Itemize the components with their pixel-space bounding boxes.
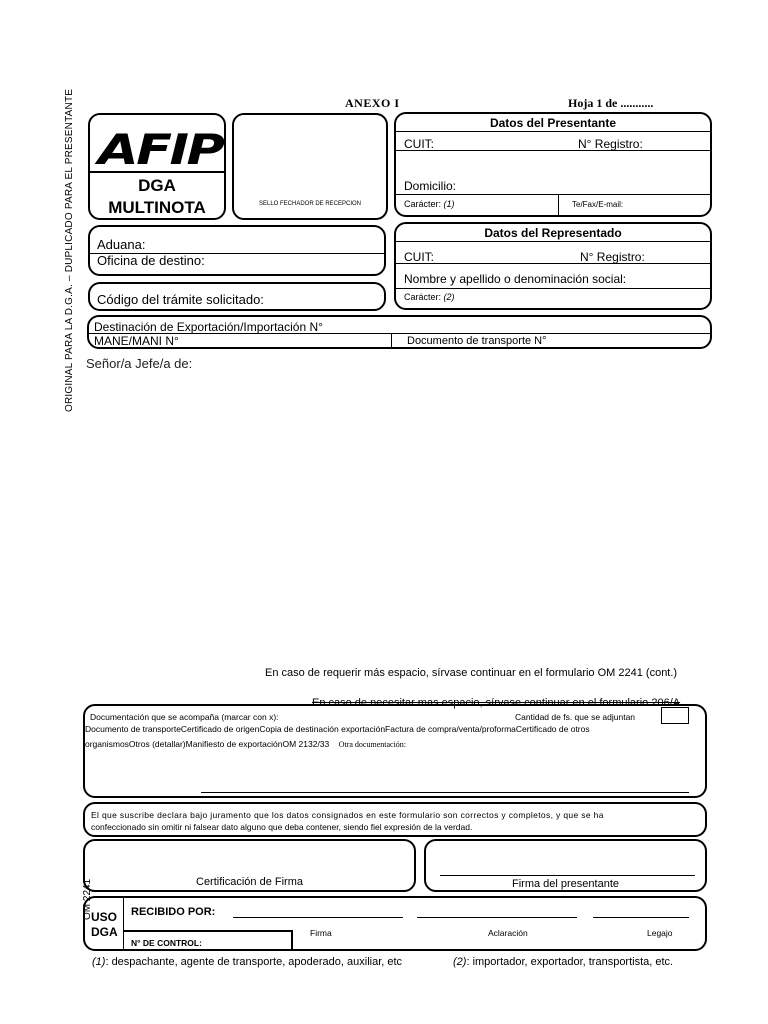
declaracion-box	[83, 802, 707, 837]
representado-title: Datos del Representado	[484, 226, 622, 240]
side-copy-label: ORIGINAL PARA LA D.G.A. – DUPLICADO PARA EL PRESENTANTE	[64, 88, 75, 412]
representado-nombre[interactable]: Nombre y apellido o denominación social:	[404, 272, 627, 286]
afip-logo: AFIP	[98, 125, 223, 174]
multinota-label: MULTINOTA	[108, 198, 206, 217]
presentante-domicilio[interactable]: Domicilio:	[404, 179, 457, 193]
hoja-label: Hoja 1 de ...........	[568, 96, 654, 110]
representado-box	[394, 222, 712, 310]
side-form-code: OM 2241	[82, 878, 93, 920]
aduana-label[interactable]: Aduana:	[97, 237, 146, 252]
codigo-tramite-label: Código del trámite solicitado:	[97, 292, 264, 307]
espacio-old-note: En caso de necesitar mas espacio, sírvase continuar en el formulario 206/A	[312, 697, 681, 709]
sello-label: SELLO FECHADOR DE RECEPCION	[258, 201, 362, 207]
dga-label: DGA	[138, 176, 176, 195]
documentacion-box	[83, 704, 707, 798]
senor-jefe-label: Señor/a Jefe/a de:	[86, 356, 193, 371]
espacio-note: En caso de requerir más espacio, sírvase continuar en el formulario OM 2241 (cont.)	[265, 667, 678, 679]
mane-label[interactable]: MANE/MANI N°	[94, 334, 179, 348]
firma-presentante-label: Firma del presentante	[512, 878, 619, 890]
documentacion-label: Documentación que se acompaña (marcar con x):	[90, 712, 279, 722]
representado-registro[interactable]: N° Registro:	[580, 250, 645, 264]
destinacion-box	[87, 315, 712, 349]
footnote-2: (2): importador, exportador, transportista, etc.	[453, 956, 674, 968]
representado-cuit[interactable]: CUIT:	[404, 250, 434, 264]
aclaracion-label: Aclaración	[488, 928, 528, 938]
presentante-box	[394, 112, 712, 217]
control-label: N° DE CONTROL:	[131, 938, 202, 948]
aduana-box	[88, 225, 386, 276]
declaracion-line-2: confeccionado sin omitir ni falsear dato alguno que deba contener, siendo fiel expresión de la verdad.	[91, 822, 473, 832]
uso-label: USO	[91, 910, 118, 924]
presentante-registro[interactable]: N° Registro:	[578, 137, 643, 151]
certificacion-box	[83, 839, 416, 892]
presentante-contacto[interactable]: Te/Fax/E-mail:	[572, 200, 624, 209]
recibido-label: RECIBIDO POR:	[131, 906, 216, 918]
anexo-title: ANEXO I	[345, 96, 400, 110]
codigo-tramite-box[interactable]	[88, 282, 386, 311]
certificacion-label: Certificación de Firma	[196, 876, 303, 888]
documentacion-options-2[interactable]: organismosOtros (detallar)Manifiesto de exportaciónOM 2132/33 Otra documentación:	[85, 739, 407, 749]
documento-transporte-label[interactable]: Documento de transporte N°	[407, 335, 547, 347]
presentante-caracter[interactable]: Carácter: (1)	[404, 199, 455, 209]
oficina-label[interactable]: Oficina de destino:	[97, 253, 205, 268]
firma-label: Firma	[310, 928, 332, 938]
cantidad-input[interactable]	[661, 707, 689, 724]
sello-box	[232, 113, 388, 220]
logo-box	[88, 113, 226, 220]
presentante-title: Datos del Presentante	[489, 116, 617, 130]
legajo-label: Legajo	[647, 928, 673, 938]
documentacion-options-1[interactable]: Documento de transporteCertificado de origenCopia de destinación exportaciónFactura de compra/venta/proformaCertificado de otros	[85, 724, 590, 734]
footnote-1: (1): despachante, agente de transporte, apoderado, auxiliar, etc	[92, 956, 403, 968]
uso-dga-box	[83, 896, 707, 951]
firma-presentante-box	[424, 839, 707, 892]
destinacion-label[interactable]: Destinación de Exportación/Importación N°	[94, 320, 323, 334]
cantidad-label: Cantidad de fs. que se adjuntan	[515, 712, 636, 722]
presentante-cuit[interactable]: CUIT:	[404, 137, 434, 151]
dga-uso-label: DGA	[91, 925, 118, 939]
representado-caracter[interactable]: Carácter: (2)	[404, 292, 455, 302]
declaracion-line-1: El que suscribe declara bajo juramento que los datos consignados en este formulario son correctos y completos, y que se ha	[91, 810, 604, 820]
